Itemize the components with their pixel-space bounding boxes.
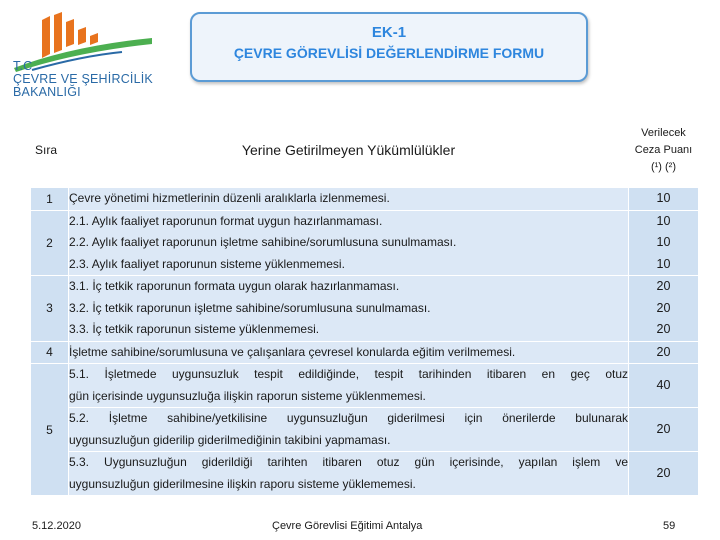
row-text xyxy=(69,276,629,342)
penalty-points: 40 xyxy=(629,364,699,408)
header-points-line2: Ceza Puanı xyxy=(634,143,693,156)
table-row xyxy=(31,188,699,211)
penalty-points: 20 xyxy=(656,344,671,359)
form-title: ÇEVRE GÖREVLİSİ DEĞERLENDİRME FORMU xyxy=(233,45,545,61)
penalty-points: 20 xyxy=(629,452,699,496)
ministry-name xyxy=(13,60,153,99)
footer-date: 5.12.2020 xyxy=(32,520,81,532)
row-text xyxy=(69,341,629,364)
row-points xyxy=(629,210,699,276)
row-number: 2 xyxy=(31,210,69,276)
row-text xyxy=(69,188,629,211)
row-text xyxy=(69,210,629,276)
penalty-points: 20 xyxy=(656,322,671,336)
penalty-points: 20 xyxy=(656,300,671,315)
table-row xyxy=(31,210,699,276)
obligation-text: 5.1. İşletmede uygunsuzluk tespit edildiğinde, tespit tarihinden itibaren en geç otuz xyxy=(69,367,628,381)
row-number: 1 xyxy=(31,188,69,211)
obligation-text: İşletme sahibine/sorumlusuna ve çalışanlara çevresel konularda eğitim verilmemesi. xyxy=(69,344,516,359)
form-title-box xyxy=(190,12,588,82)
obligations-table xyxy=(30,112,699,496)
obligation-text: uygunsuzluğun giderilip giderilmediğinin takibini yapmaması. xyxy=(69,432,391,447)
table-row xyxy=(31,408,699,452)
row-number: 5 xyxy=(31,364,69,496)
penalty-points: 10 xyxy=(656,235,671,249)
penalty-points: 10 xyxy=(656,191,671,205)
penalty-points: 20 xyxy=(656,279,671,293)
obligation-text: 3.2. İç tetkik raporunun işletme sahibine/sorumlusuna sunulmaması. xyxy=(69,300,431,315)
form-code: EK-1 xyxy=(371,24,407,41)
obligation-text: 2.1. Aylık faaliyet raporunun format uygun hazırlanmaması. xyxy=(69,213,383,228)
table-row xyxy=(31,276,699,342)
row-number: 4 xyxy=(31,341,69,364)
obligation-text: 3.1. İç tetkik raporunun formata uygun olarak hazırlanmaması. xyxy=(69,279,400,293)
footer-center-text: Çevre Görevlisi Eğitimi Antalya xyxy=(272,520,423,532)
row-number: 3 xyxy=(31,276,69,342)
penalty-points: 10 xyxy=(656,256,671,271)
row-text xyxy=(69,408,629,452)
table-row xyxy=(31,452,699,496)
obligation-text: uygunsuzluğun giderilmesine ilişkin raporu sisteme yüklememesi. xyxy=(69,476,416,491)
table-header-row xyxy=(31,113,699,188)
logo-line-ministry: ÇEVRE VE ŞEHİRCİLİK xyxy=(13,72,153,86)
header-sira: Sıra xyxy=(31,113,69,188)
obligation-text: 3.3. İç tetkik raporunun sisteme yüklenmemesi. xyxy=(69,322,320,336)
header-obligations: Yerine Getirilmeyen Yükümlülükler xyxy=(69,113,629,188)
row-text xyxy=(69,364,629,408)
obligation-text: 5.2. İşletme sahibine/yetkilisine uygunsuzluğun giderilmesi için önerilerde bulunarak xyxy=(69,411,628,425)
page-number: 59 xyxy=(663,520,676,532)
obligation-text: gün içerisinde uygunsuzluğa ilişkin raporun sisteme yüklenmemesi. xyxy=(69,388,426,403)
penalty-points: 20 xyxy=(629,408,699,452)
penalty-points: 10 xyxy=(656,213,671,228)
obligation-text: Çevre yönetimi hizmetlerinin düzenli aralıklarla izlenmemesi. xyxy=(69,191,390,205)
row-points xyxy=(629,276,699,342)
logo-line-tc: T.C. xyxy=(13,59,37,73)
row-points xyxy=(629,341,699,364)
table-row xyxy=(31,364,699,408)
obligation-text: 2.3. Aylık faaliyet raporunun sisteme yüklenmemesi. xyxy=(69,256,345,271)
row-points xyxy=(629,188,699,211)
row-text xyxy=(69,452,629,496)
header-points-line3: (¹) (²) xyxy=(650,160,677,173)
logo-line-bakanlik: BAKANLIĞI xyxy=(13,85,81,99)
header-penalty-points xyxy=(629,113,699,188)
obligation-text: 5.3. Uygunsuzluğun giderildiği tarihten itibaren otuz gün içerisinde, yapılan işlem ve xyxy=(69,455,628,469)
table-row xyxy=(31,341,699,364)
obligation-text: 2.2. Aylık faaliyet raporunun işletme sahibine/sorumlusuna sunulmaması. xyxy=(69,235,457,249)
header-points-line1: Verilecek xyxy=(641,126,686,139)
